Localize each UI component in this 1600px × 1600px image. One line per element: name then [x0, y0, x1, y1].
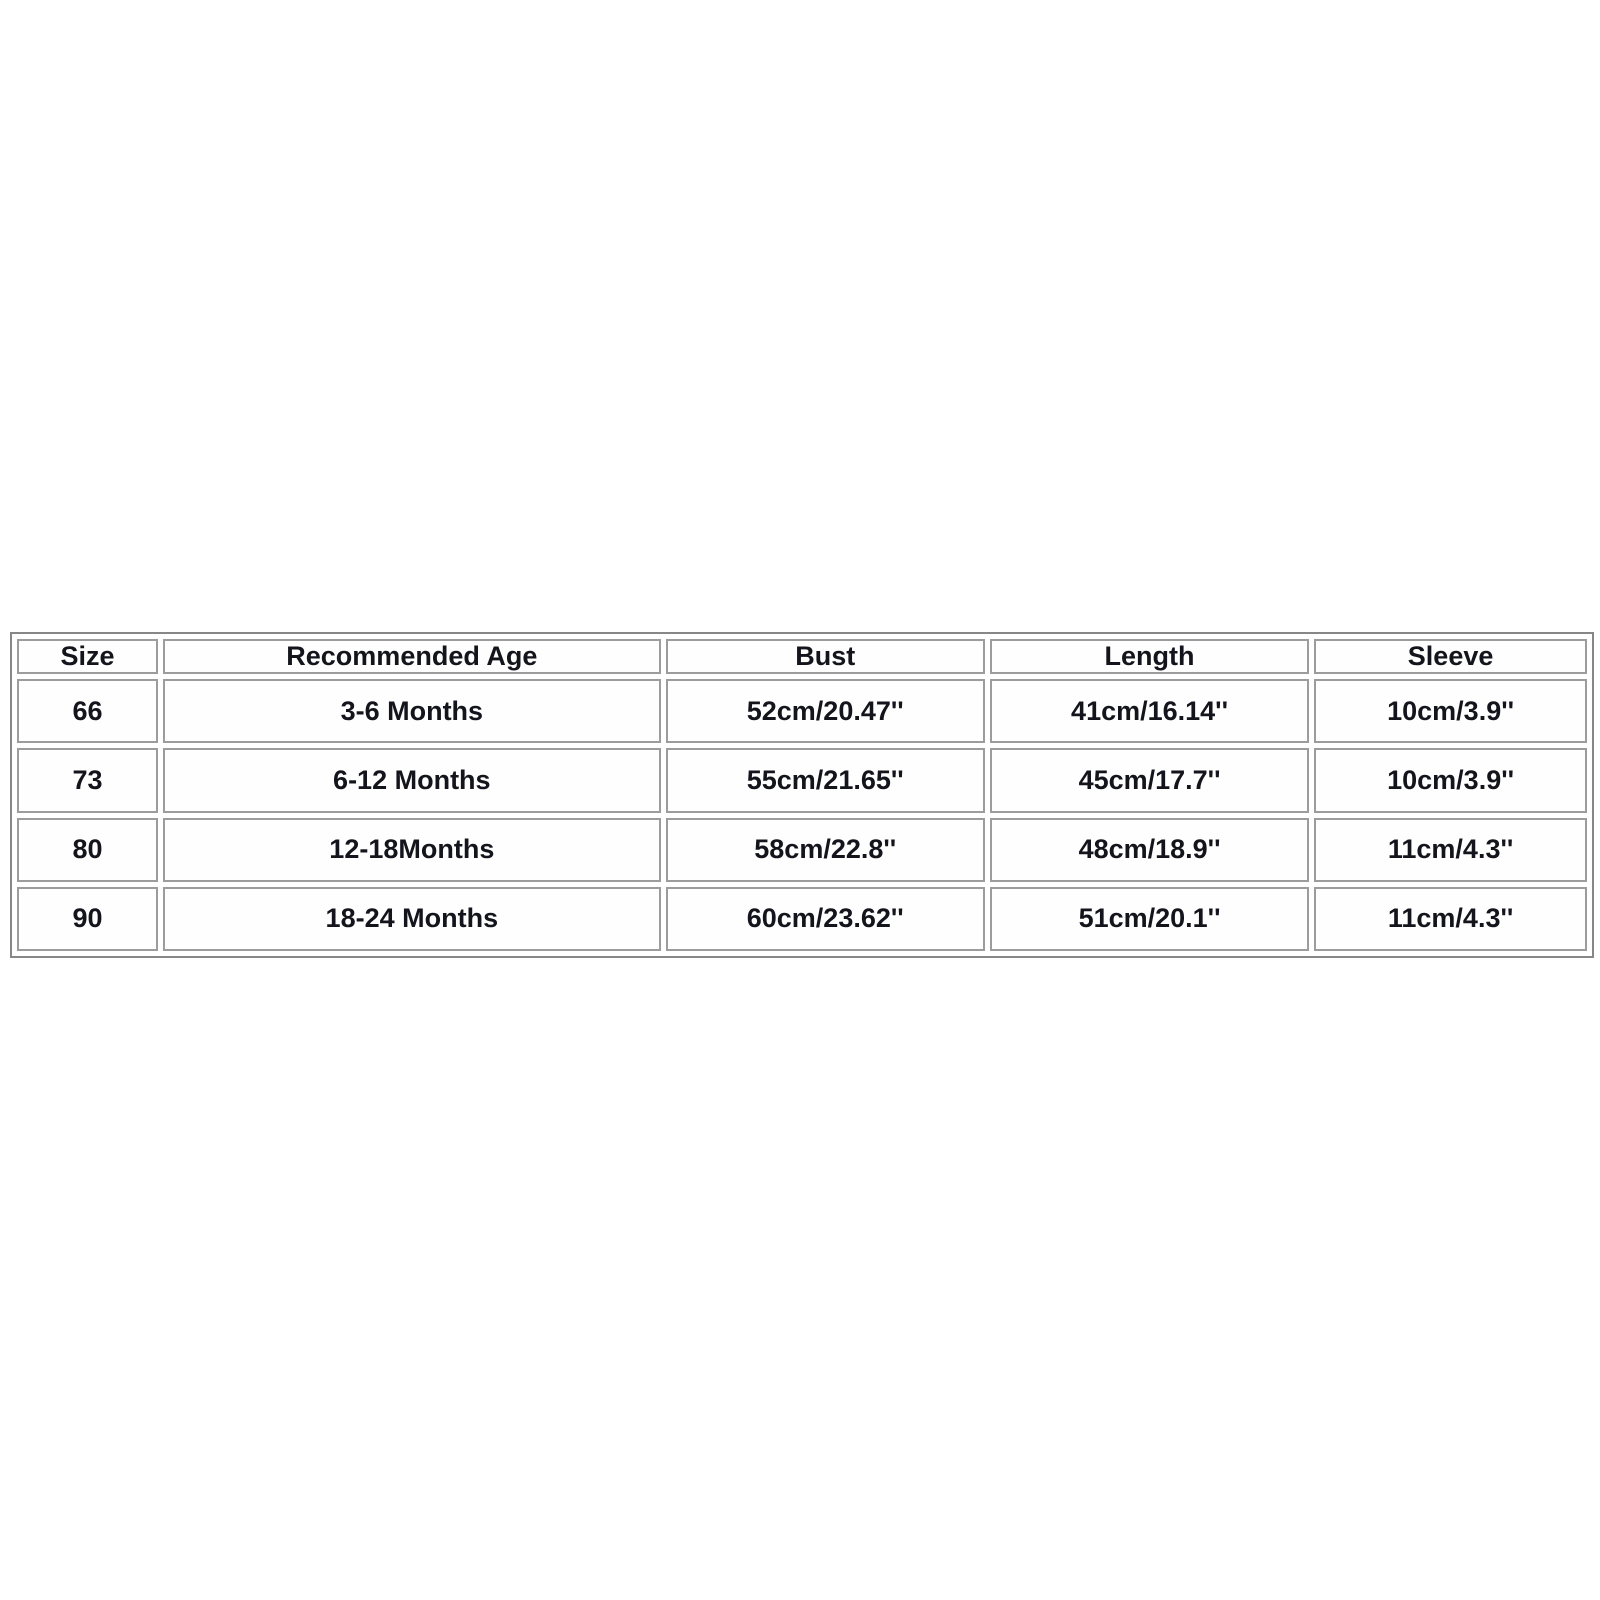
cell-age: 12-18Months: [163, 818, 661, 882]
column-header-length: Length: [990, 639, 1309, 674]
cell-length: 41cm/16.14'': [990, 679, 1309, 743]
cell-sleeve: 10cm/3.9'': [1314, 679, 1587, 743]
cell-age: 18-24 Months: [163, 887, 661, 951]
column-header-sleeve: Sleeve: [1314, 639, 1587, 674]
cell-size: 80: [17, 818, 158, 882]
column-header-size: Size: [17, 639, 158, 674]
cell-sleeve: 11cm/4.3'': [1314, 818, 1587, 882]
cell-sleeve: 10cm/3.9'': [1314, 748, 1587, 812]
header-row: [17, 639, 1587, 674]
cell-age: 6-12 Months: [163, 748, 661, 812]
table-row: [17, 818, 1587, 882]
cell-length: 45cm/17.7'': [990, 748, 1309, 812]
table-row: [17, 679, 1587, 743]
cell-sleeve: 11cm/4.3'': [1314, 887, 1587, 951]
cell-bust: 52cm/20.47'': [666, 679, 985, 743]
size-chart-table: [10, 632, 1594, 958]
cell-length: 48cm/18.9'': [990, 818, 1309, 882]
table-row: [17, 748, 1587, 812]
cell-size: 73: [17, 748, 158, 812]
cell-age: 3-6 Months: [163, 679, 661, 743]
cell-bust: 58cm/22.8'': [666, 818, 985, 882]
column-header-age: Recommended Age: [163, 639, 661, 674]
cell-bust: 55cm/21.65'': [666, 748, 985, 812]
cell-size: 90: [17, 887, 158, 951]
cell-size: 66: [17, 679, 158, 743]
cell-length: 51cm/20.1'': [990, 887, 1309, 951]
column-header-bust: Bust: [666, 639, 985, 674]
cell-bust: 60cm/23.62'': [666, 887, 985, 951]
table-row: [17, 887, 1587, 951]
